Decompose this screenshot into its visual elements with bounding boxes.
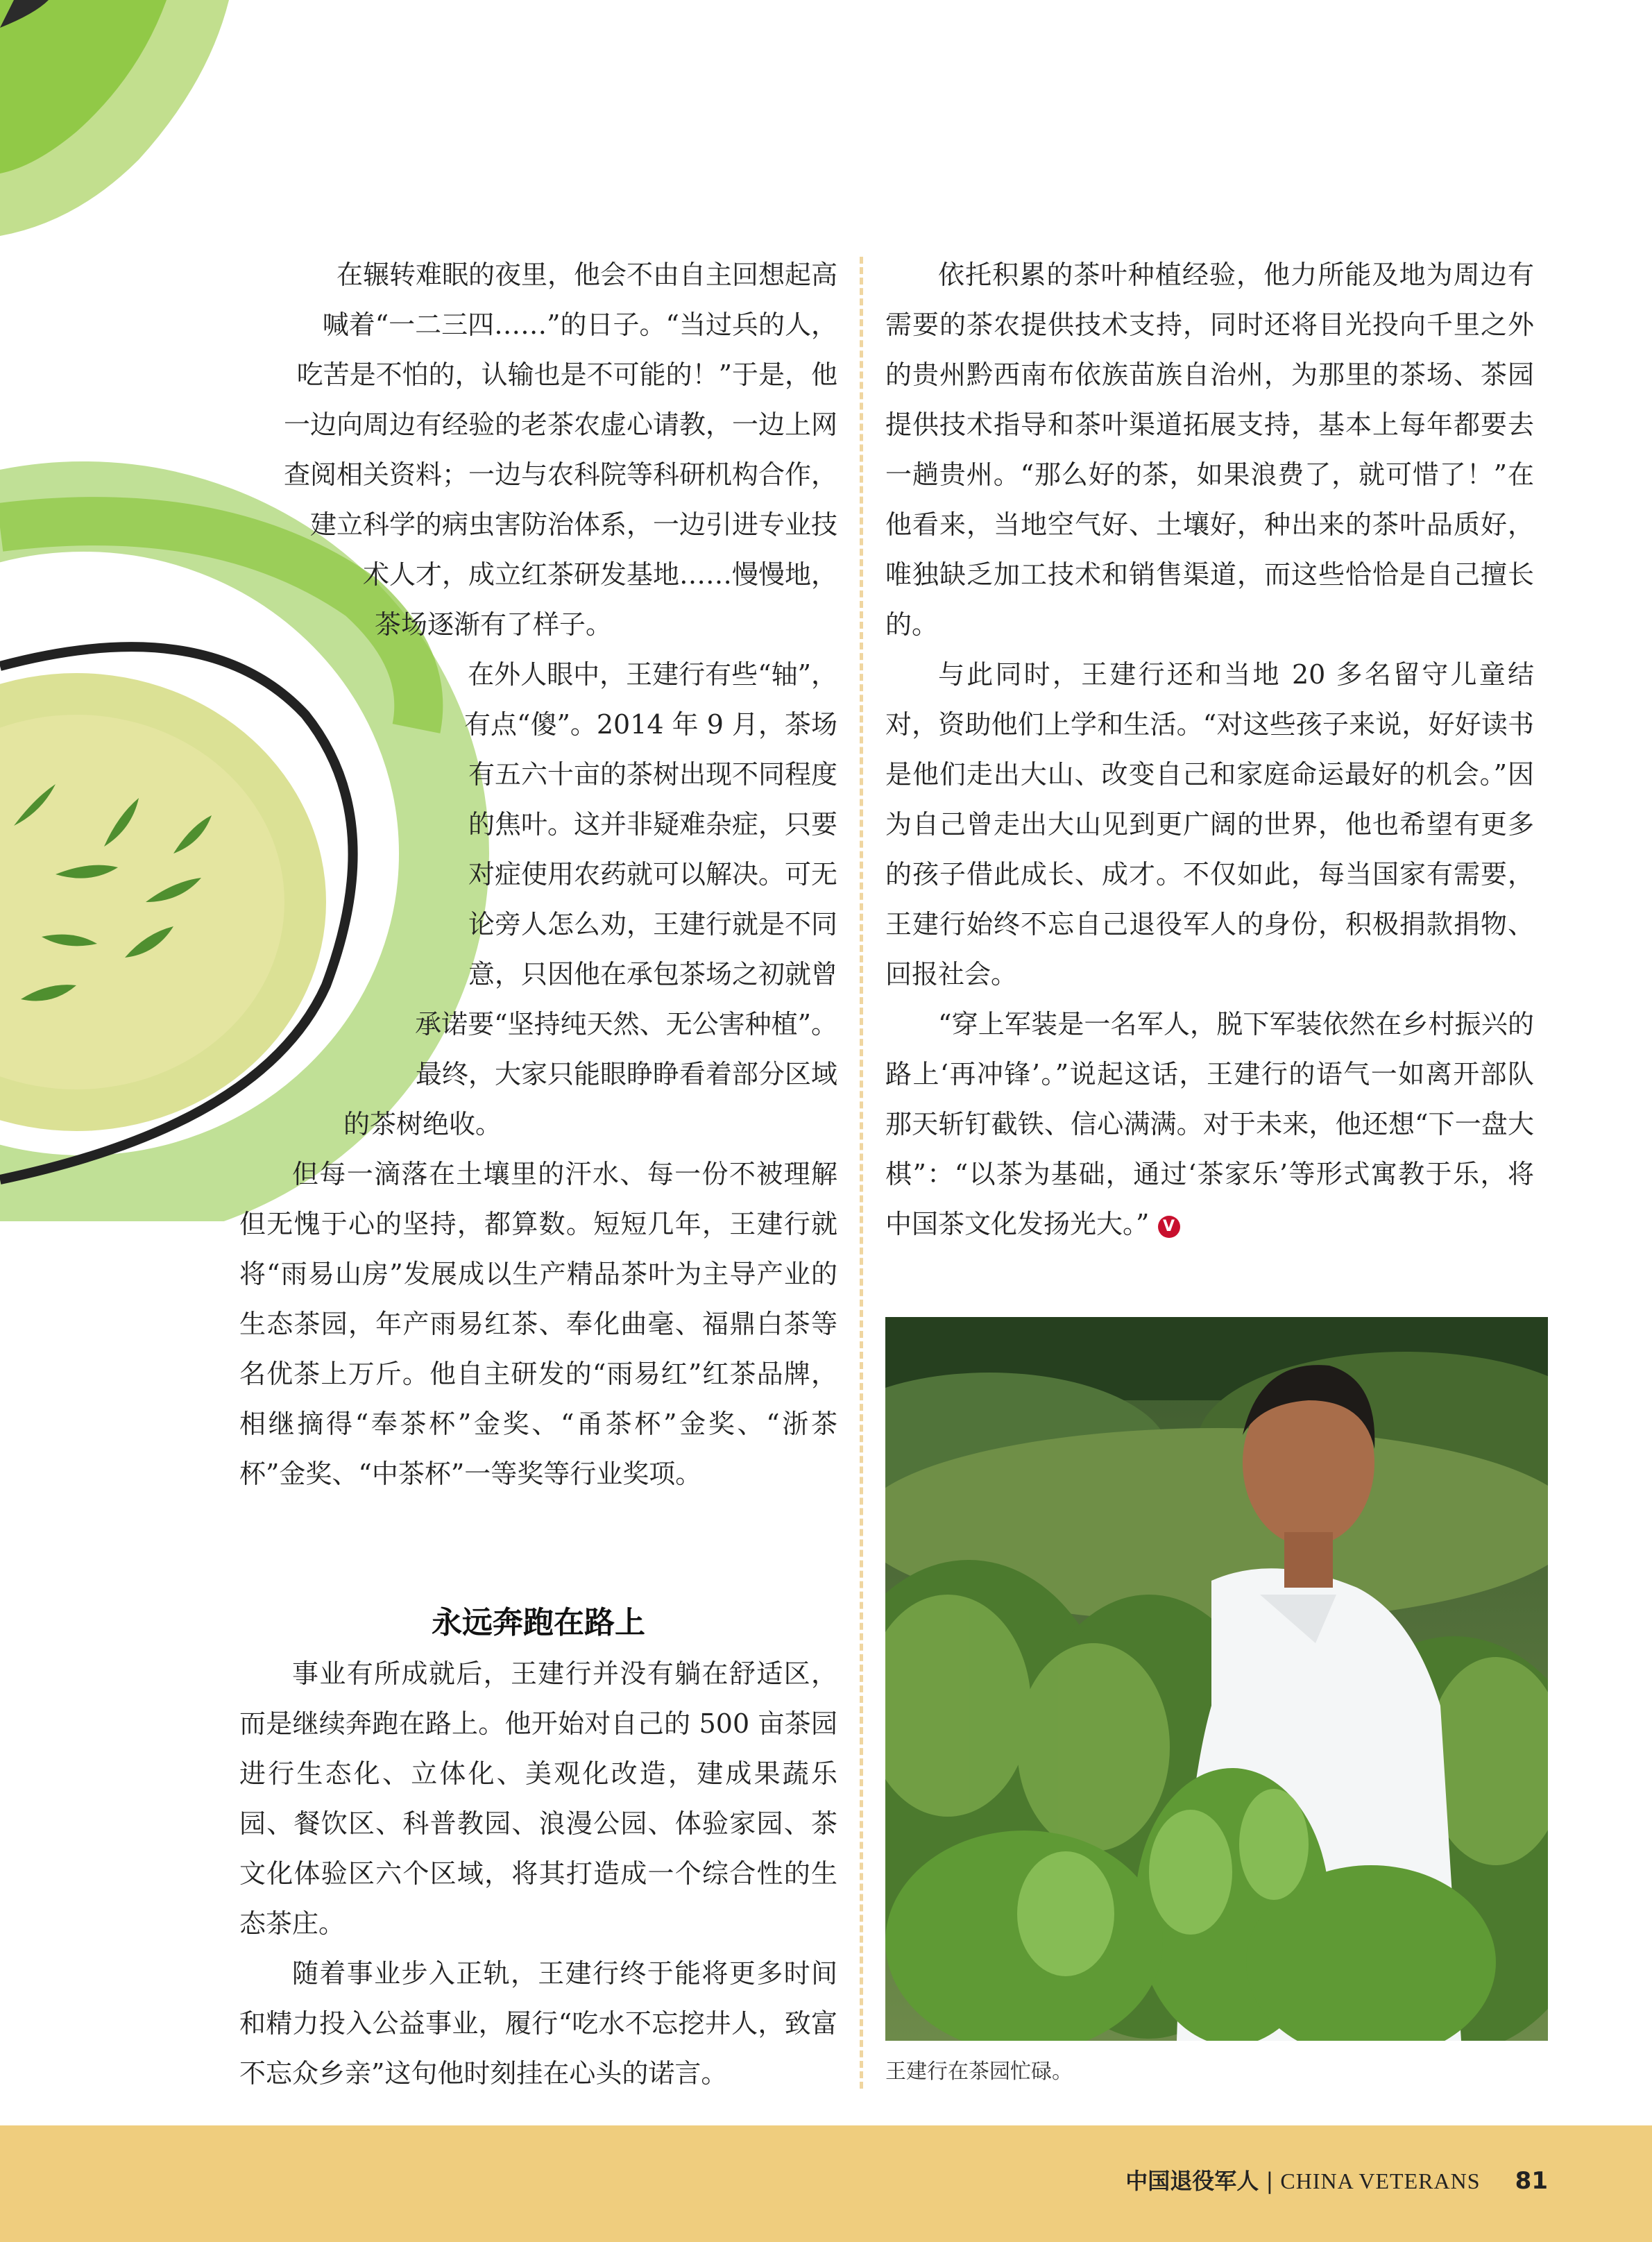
- section-heading: 永远奔跑在路上: [432, 1605, 645, 1640]
- text-line: 术人才，成立红茶研发基地……慢慢地，: [362, 559, 837, 590]
- footer-text: [1125, 2164, 1548, 2196]
- text-line: 吃苦是不怕的，认输也是不可能的！”于是，他: [296, 359, 837, 390]
- text-line: 在外人眼中，王建行有些“轴”，: [468, 659, 837, 690]
- text-line: 对症使用农药就可以解决。可无: [468, 859, 837, 890]
- paragraph: 依托积累的茶叶种植经验，他力所能及地为周边有需要的茶农提供技术支持，同时还将目光投向千里之外的贵州黔西南布依族苗族自治州，为那里的茶场、茶园提供技术指导和茶叶渠道拓展支持，基本上每年都要去一趟贵州。“那么好的茶，如果浪费了，就可惜了！”在他看来，当地空气好、土壤好，种出来的茶叶品质好，唯独缺乏加工技术和销售渠道，而这些恰恰是自己擅长的。: [885, 260, 1534, 640]
- tea-garden-photo: [885, 1317, 1548, 2041]
- left-para-4-5-block: [239, 1649, 837, 2098]
- text-line: 喊着“一二三四……”的日子。“当过兵的人，: [322, 309, 837, 340]
- text-line: 论旁人怎么劝，王建行就是不同: [468, 909, 837, 940]
- footer-separator: |: [1266, 2168, 1274, 2194]
- text-line: 有点“傻”。2014 年 9 月，茶场: [464, 709, 837, 740]
- magazine-name-en: CHINA VETERANS: [1280, 2168, 1481, 2193]
- text-line: 最终，大家只能眼睁睁看着部分区域: [415, 1059, 837, 1089]
- paragraph: 但每一滴落在土壤里的汗水、每一份不被理解但无愧于心的坚持，都算数。短短几年，王建行就将“雨易山房”发展成以生产精品茶叶为主导产业的生态茶园，年产雨易红茶、奉化曲毫、福鼎白茶等名优茶上万斤。他自主研发的“雨易红”红茶品牌，相继摘得“奉茶杯”金奖、“甬茶杯”金奖、“浙茶杯”金奖、“中茶杯”一等奖等行业奖项。: [239, 1159, 837, 1489]
- magazine-name-cn: 中国退役军人: [1125, 2168, 1259, 2194]
- paragraph: [885, 999, 1534, 1249]
- text-line: 一边向周边有经验的老茶农虚心请教，一边上网: [283, 409, 837, 440]
- paragraph: 事业有所成就后，王建行并没有躺在舒适区，而是继续奔跑在路上。他开始对自己的 500 亩茶园进行生态化、立体化、美观化改造，建成果蔬乐园、餐饮区、科普教园、浪漫公园、体验家园、茶文化体验区六个区域，将其打造成一个综合性的生态茶庄。: [239, 1658, 837, 1939]
- text-line: 的焦叶。这并非疑难杂症，只要: [468, 809, 837, 840]
- text-line: 意，只因他在承包茶场之初就曾: [468, 959, 837, 990]
- text-line: 建立科学的病虫害防治体系，一边引进专业技: [309, 509, 837, 540]
- text-line: 茶场逐渐有了样子。: [375, 609, 613, 640]
- photo-illustration: [885, 1317, 1548, 2041]
- paragraph: 与此同时，王建行还和当地 20 多名留守儿童结对，资助他们上学和生活。“对这些孩子来说，好好读书是他们走出大山、改变自己和家庭命运最好的机会。”因为自己曾走出大山见到更广阔的世界，他也希望有更多的孩子借此成长、成才。不仅如此，每当国家有需要，王建行始终不忘自己退役军人的身份，积极捐款捐物、回报社会。: [885, 659, 1534, 990]
- text-line: 的茶树绝收。: [343, 1109, 502, 1139]
- footer-band: [0, 2125, 1652, 2242]
- text-line: 有五六十亩的茶树出现不同程度: [468, 759, 837, 790]
- end-mark-icon: V: [1158, 1216, 1180, 1238]
- paragraph: 随着事业步入正轨，王建行终于能将更多时间和精力投入公益事业，履行“吃水不忘挖井人，致富不忘众乡亲”这句他时刻挂在心头的诺言。: [239, 1958, 837, 2089]
- right-column: [885, 250, 1534, 1249]
- paragraph-text: “穿上军装是一名军人，脱下军装依然在乡村振兴的路上‘再冲锋’。”说起这话，王建行的语气一如离开部队那天斩钉截铁、信心满满。对于未来，他还想“下一盘大棋”：“以茶为基础，通过‘茶家乐’等形式寓教于乐，将中国茶文化发扬光大。”: [885, 1009, 1534, 1239]
- text-line: 承诺要“坚持纯天然、无公害种植”。: [415, 1009, 837, 1039]
- column-divider: [860, 257, 863, 2089]
- page-number: 81: [1515, 2167, 1548, 2195]
- text-line: 查阅相关资料；一边与农科院等科研机构合作，: [283, 459, 837, 490]
- left-para-3-block: [239, 1149, 837, 1499]
- text-line: 在辗转难眠的夜里，他会不由自主回想起高: [336, 260, 837, 290]
- photo-caption: 王建行在茶园忙碌。: [885, 2060, 1073, 2084]
